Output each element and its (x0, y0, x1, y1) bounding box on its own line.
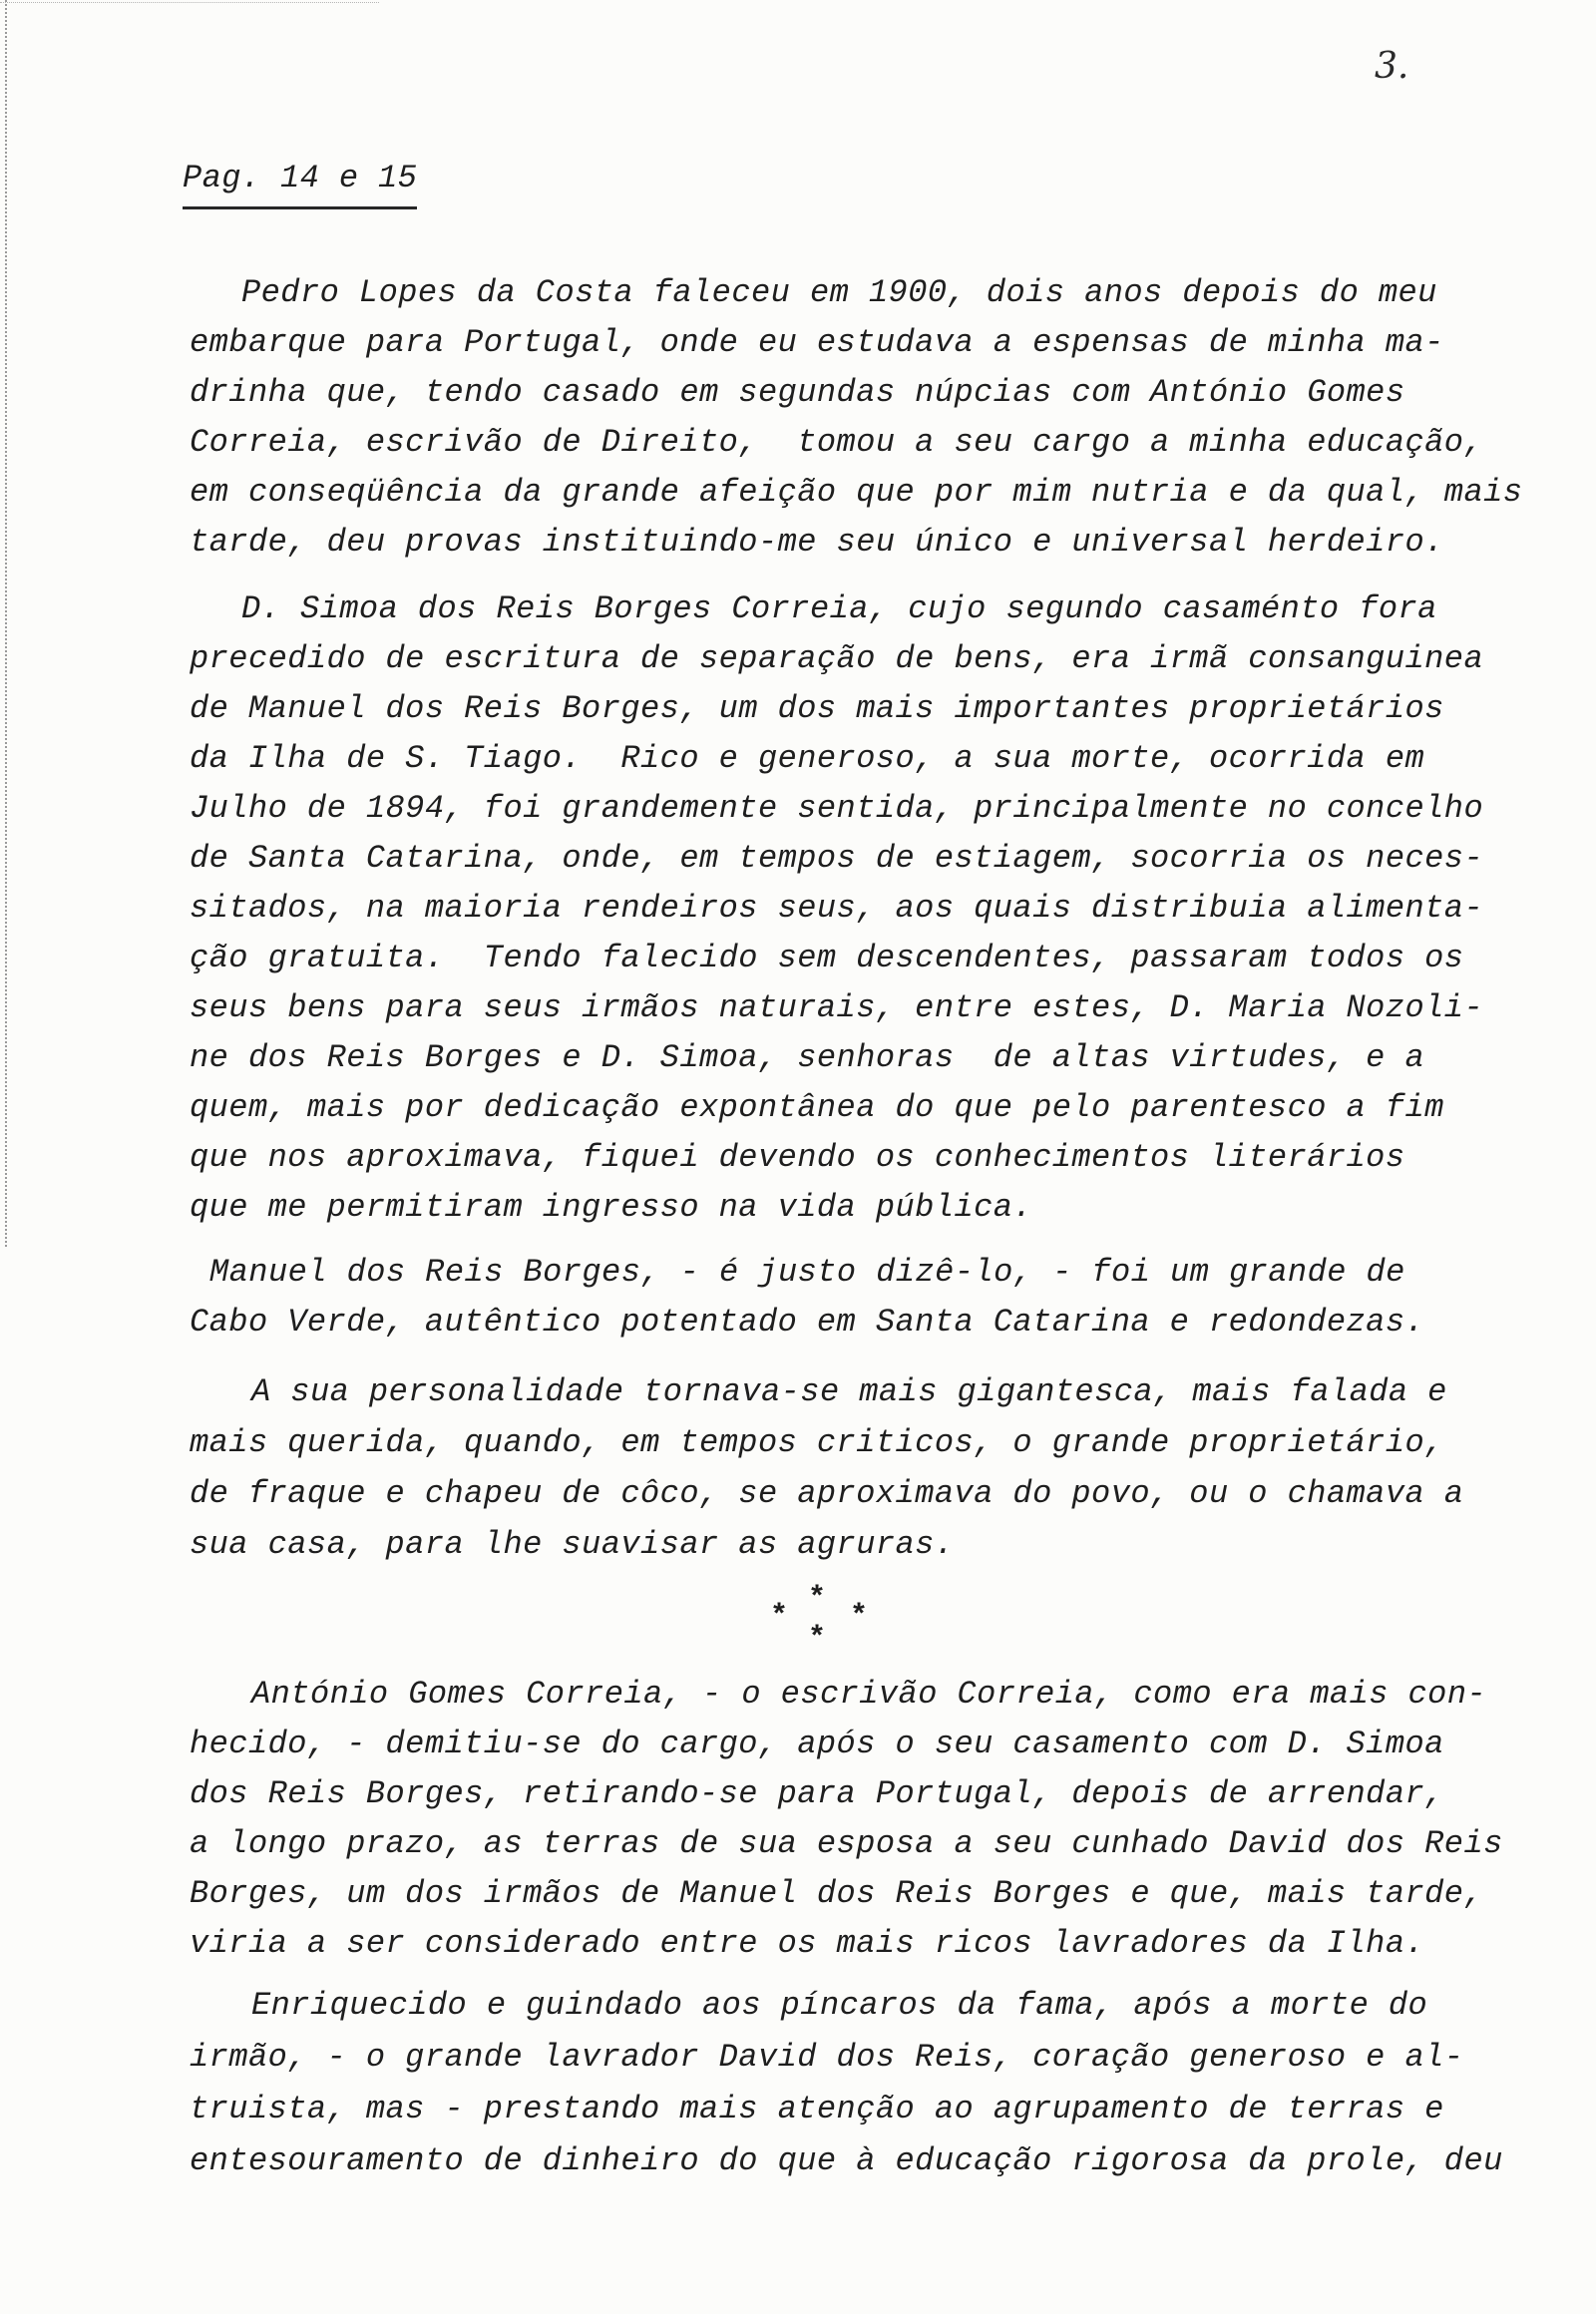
separator-asterisk: * (808, 1582, 827, 1616)
text-line: Manuel dos Reis Borges, - é justo dizê-lo, - foi um grande de (209, 1254, 1405, 1291)
text-line: viria a ser considerado entre os mais ricos lavradores da Ilha. (190, 1925, 1425, 1962)
text-line: precedido de escritura de separação de bens, era irmã consanguinea (190, 640, 1484, 677)
text-line: mais querida, quando, em tempos criticos, o grande proprietário, (190, 1424, 1444, 1461)
paragraph-pedro-lopes (190, 268, 1566, 568)
separator-asterisk: * (808, 1622, 827, 1656)
page-reference-header: Pag. 14 e 15 (183, 157, 417, 209)
text-line: seus bens para seus irmãos naturais, entre estes, D. Maria Nozoli- (190, 989, 1484, 1026)
text-line: sua casa, para lhe suavisar as agruras. (190, 1526, 955, 1563)
separator-asterisk: * (850, 1600, 869, 1634)
scan-top-mark (0, 2, 379, 3)
text-line: Borges, um dos irmãos de Manuel dos Reis Borges e que, mais tarde, (190, 1875, 1484, 1912)
text-line: de fraque e chapeu de côco, se aproximava do povo, ou o chamava a (190, 1475, 1464, 1512)
paragraph-manuel-reis-borges (190, 1248, 1566, 1348)
paragraph-simoa-reis-borges (190, 584, 1566, 1233)
text-line: embarque para Portugal, onde eu estudava a espensas de minha ma- (190, 324, 1444, 361)
text-line: sitados, na maioria rendeiros seus, aos quais distribuia alimenta- (190, 890, 1484, 927)
paragraph-antonio-gomes-correia (190, 1670, 1566, 1969)
text-line: de Santa Catarina, onde, em tempos de estiagem, socorria os neces- (190, 840, 1484, 877)
text-line: entesouramento de dinheiro do que à educação rigorosa da prole, deu (190, 2142, 1503, 2179)
text-line: D. Simoa dos Reis Borges Correia, cujo segundo casaménto fora (241, 590, 1437, 627)
page-number: 3. (1375, 46, 1409, 87)
text-line: A sua personalidade tornava-se mais gigantesca, mais falada e (251, 1373, 1447, 1410)
text-line: irmão, - o grande lavrador David dos Reis, coração generoso e al- (190, 2039, 1464, 2076)
section-separator (758, 1584, 878, 1664)
text-line: da Ilha de S. Tiago. Rico e generoso, a sua morte, ocorrida em (190, 740, 1425, 777)
scan-edge-mark (5, 0, 7, 1247)
text-line: que me permitiram ingresso na vida pública. (190, 1189, 1033, 1226)
text-line: drinha que, tendo casado em segundas núpcias com António Gomes (190, 374, 1405, 411)
text-line: Enriquecido e guindado aos píncaros da fama, após a morte do (251, 1987, 1428, 2024)
text-line: António Gomes Correia, - o escrivão Correia, como era mais con- (251, 1676, 1487, 1713)
text-line: Correia, escrivão de Direito, tomou a seu cargo a minha educação, (190, 424, 1484, 461)
paragraph-personalidade (190, 1366, 1566, 1570)
text-line: dos Reis Borges, retirando-se para Portugal, depois de arrendar, (190, 1775, 1444, 1812)
text-line: hecido, - demitiu-se do cargo, após o seu casamento com D. Simoa (190, 1726, 1444, 1762)
text-line: em conseqüência da grande afeição que por mim nutria e da qual, mais (190, 474, 1523, 511)
text-line: ção gratuita. Tendo falecido sem descendentes, passaram todos os (190, 940, 1464, 976)
text-line: a longo prazo, as terras de sua esposa a seu cunhado David dos Reis (190, 1825, 1503, 1862)
text-line: quem, mais por dedicação expontânea do que pelo parentesco a fim (190, 1089, 1444, 1126)
text-line: Pedro Lopes da Costa faleceu em 1900, dois anos depois do meu (241, 274, 1437, 311)
text-line: Cabo Verde, autêntico potentado em Santa Catarina e redondezas. (190, 1304, 1425, 1341)
text-line: truista, mas - prestando mais atenção ao agrupamento de terras e (190, 2091, 1444, 2127)
text-line: Julho de 1894, foi grandemente sentida, principalmente no concelho (190, 790, 1484, 827)
text-line: de Manuel dos Reis Borges, um dos mais importantes proprietários (190, 690, 1444, 727)
text-line: que nos aproximava, fiquei devendo os conhecimentos literários (190, 1139, 1405, 1176)
text-line: ne dos Reis Borges e D. Simoa, senhoras de altas virtudes, e a (190, 1039, 1425, 1076)
text-line: tarde, deu provas instituindo-me seu único e universal herdeiro. (190, 524, 1444, 561)
separator-asterisk: * (770, 1600, 789, 1634)
paragraph-enriquecido (190, 1980, 1566, 2187)
